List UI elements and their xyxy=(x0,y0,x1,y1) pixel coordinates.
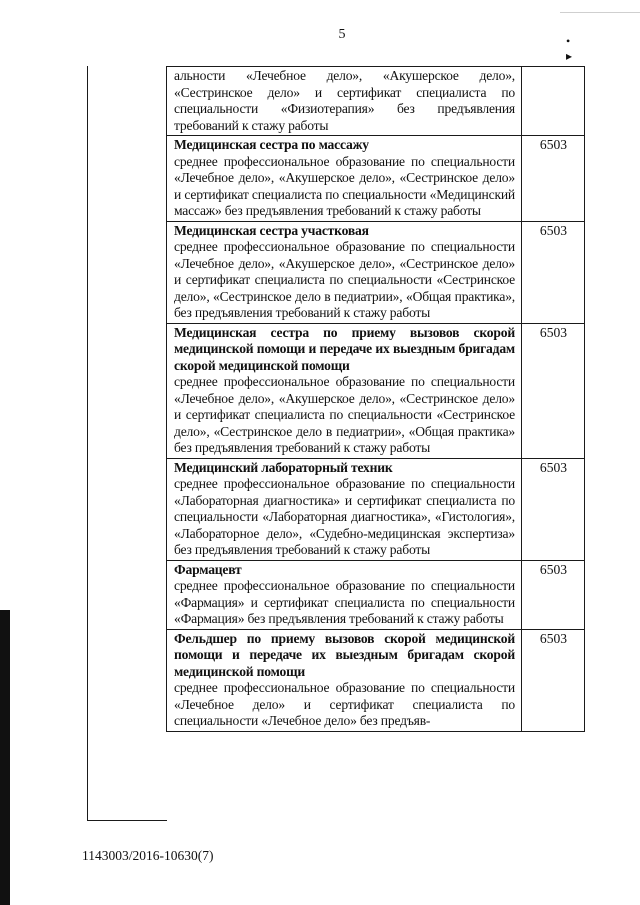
scan-artifact-line xyxy=(560,12,640,13)
position-code: 6503 xyxy=(522,458,585,560)
table-row xyxy=(167,136,585,222)
position-requirements: среднее профессиональное образование по специальности «Фармация» и сертификат специалиста по специальности «Фармация» без предъявления требований к стажу работы xyxy=(174,578,515,626)
scan-edge-shadow xyxy=(0,610,10,905)
position-code: 6503 xyxy=(522,221,585,323)
position-title: Медицинский лабораторный техник xyxy=(174,459,393,475)
table-left-border xyxy=(87,66,88,821)
table-bottom-border xyxy=(87,820,167,821)
position-description xyxy=(167,560,522,629)
table-row xyxy=(167,458,585,560)
position-title: Фармацевт xyxy=(174,561,242,577)
position-description xyxy=(167,136,522,222)
position-code: 6503 xyxy=(522,629,585,731)
position-code: 6503 xyxy=(522,323,585,458)
position-code: 6503 xyxy=(522,560,585,629)
corner-marks: • ▸ xyxy=(566,34,601,63)
position-requirements: среднее профессиональное образование по специальности «Лечебное дело», «Акушерское дело», «Сестринское дело» и сертификат специалиста по специальности «Медицинский массаж» без предъявления требований к стажу работы xyxy=(174,153,515,218)
position-title: Медицинская сестра участковая xyxy=(174,222,369,238)
position-description xyxy=(167,221,522,323)
table-row xyxy=(167,221,585,323)
position-title: Медицинская сестра по массажу xyxy=(174,137,369,152)
position-requirements: среднее профессиональное образование по специальности «Лечебное дело» и сертификат специалиста по специальности «Лечебное дело» без предъяв- xyxy=(174,680,515,728)
position-description xyxy=(167,67,522,136)
table-row xyxy=(167,323,585,458)
positions-table xyxy=(166,66,585,732)
position-code xyxy=(522,67,585,136)
page-number: 5 xyxy=(338,27,346,42)
position-description xyxy=(167,323,522,458)
position-title: Медицинская сестра по приему вызовов скорой медицинской помощи и передаче их выездным бригадам скорой медицинской помощи xyxy=(174,324,515,373)
position-title: Фельдшер по приему вызовов скорой медицинской помощи и передаче их выездным бригадам скорой медицинской помощи xyxy=(174,630,515,679)
position-description xyxy=(167,458,522,560)
table-row xyxy=(167,560,585,629)
document-number: 1143003/2016-10630(7) xyxy=(82,848,214,863)
position-requirements: альности «Лечебное дело», «Акушерское дело», «Сестринское дело» и сертификат специалиста по специальности «Физиотерапия» без предъявления требований к стажу работы xyxy=(174,68,515,133)
position-requirements: среднее профессиональное образование по специальности «Лабораторная диагностика» и сертификат специалиста по специальности «Лабораторная диагностика», «Гистология», «Лабораторное дело», «Судебно-медицинская экспертиза» без предъявления требований к стажу работы xyxy=(174,476,515,557)
table-row xyxy=(167,67,585,136)
position-description xyxy=(167,629,522,731)
table-row xyxy=(167,629,585,731)
position-code: 6503 xyxy=(522,136,585,222)
position-requirements: среднее профессиональное образование по специальности «Лечебное дело», «Акушерское дело», «Сестринское дело» и сертификат специалиста по специальности «Сестринское дело», «Сестринское дело в педиатрии», «Общая практика», без предъявления требований к стажу работы xyxy=(174,239,515,320)
position-requirements: среднее профессиональное образование по специальности «Лечебное дело», «Акушерское дело», «Сестринское дело» и сертификат специалиста по специальности «Сестринское дело», «Сестринское дело в педиатрии», «Общая практика» без предъявления требований к стажу работы xyxy=(174,374,515,455)
